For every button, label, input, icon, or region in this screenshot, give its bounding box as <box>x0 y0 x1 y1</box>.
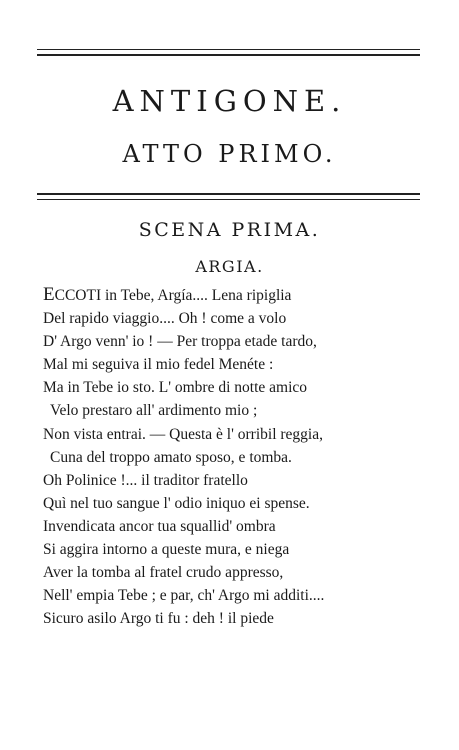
top-double-rule <box>37 49 420 56</box>
play-title: ANTIGONE. <box>112 84 347 118</box>
verse-line: Si aggira intorno a queste mura, e niega <box>43 541 290 559</box>
verse-line: Del rapido viaggio.... Oh ! come a volo <box>43 310 287 328</box>
act-heading: ATTO PRIMO. <box>122 140 337 168</box>
verse-line: Non vista entrai. — Questa è l' orribil reggia, <box>43 425 323 443</box>
heading-double-rule <box>37 193 420 200</box>
verse-line: Nell' empia Tebe ; e par, ch' Argo mi additi.... <box>43 587 325 605</box>
verse-list <box>43 283 443 630</box>
scene-heading: SCENA PRIMA. <box>138 219 321 241</box>
verse-line: Invendicata ancor tua squallid' ombra <box>43 517 276 535</box>
verse-line: Quì nel tuo sangue l' odio iniquo ei spense. <box>43 494 310 512</box>
verse-line: Mal mi seguiva il mio fedel Menéte : <box>43 356 274 374</box>
verse-line: Ma in Tebe io sto. L' ombre di notte amico <box>43 379 308 397</box>
verse-line: Velo prestaro all' ardimento mio ; <box>50 402 258 420</box>
verse-line: Sicuro asilo Argo ti fu : deh ! il piede <box>43 610 274 628</box>
verse-line: Cuna del troppo amato sposo, e tomba. <box>50 448 292 466</box>
verse-line-1-text: CCOTI in Tebe, Argía.... Lena ripiglia <box>54 287 292 304</box>
verse-line: Aver la tomba al fratel crudo appresso, <box>43 564 284 582</box>
drop-initial: E <box>43 284 55 305</box>
speaker-name: ARGIA. <box>195 257 264 276</box>
verse-line-1 <box>43 283 443 307</box>
verse-line: D' Argo venn' io ! — Per troppa etade tardo, <box>43 333 317 351</box>
verse-line: Oh Polinice !... il traditor fratello <box>43 471 248 489</box>
